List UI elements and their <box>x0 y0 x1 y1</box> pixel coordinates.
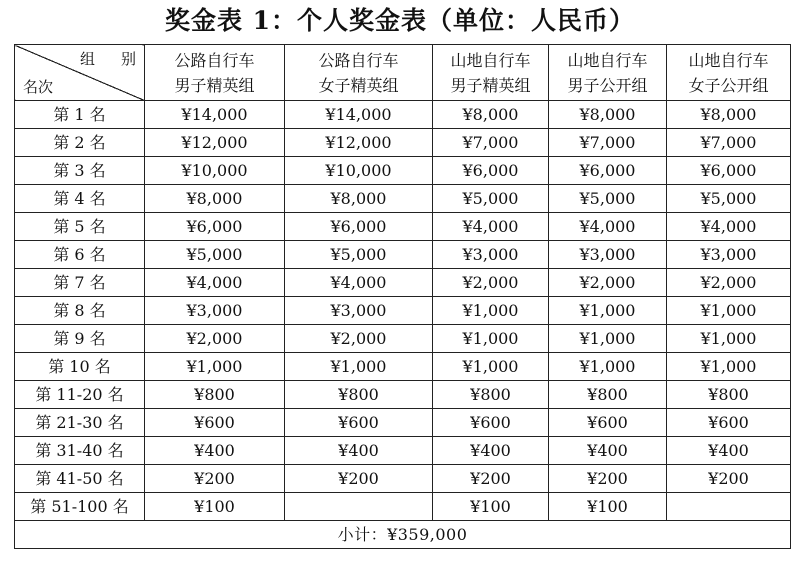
column-header-line1: 山地自行车 <box>567 50 648 70</box>
column-header-line1: 山地自行车 <box>688 50 769 70</box>
prize-cell: ¥14,000 <box>145 101 285 129</box>
page-title: 奖金表 1：个人奖金表（单位：人民币） <box>164 6 636 35</box>
rank-cell: 第 51-100 名 <box>15 493 145 521</box>
prize-cell: ¥14,000 <box>285 101 433 129</box>
column-header-mtb-men-open <box>549 45 667 101</box>
prize-cell: ¥200 <box>667 465 791 493</box>
column-header-line1: 公路自行车 <box>174 50 255 70</box>
prize-cell: ¥4,000 <box>433 213 549 241</box>
prize-cell: ¥3,000 <box>285 297 433 325</box>
prize-cell: ¥600 <box>549 409 667 437</box>
rank-cell: 第 6 名 <box>15 241 145 269</box>
prize-cell: ¥200 <box>433 465 549 493</box>
prize-cell: ¥3,000 <box>549 241 667 269</box>
table-row <box>15 297 791 325</box>
prize-table <box>14 44 791 549</box>
prize-cell: ¥8,000 <box>145 185 285 213</box>
prize-cell: ¥800 <box>667 381 791 409</box>
prize-cell: ¥1,000 <box>433 353 549 381</box>
prize-cell: ¥600 <box>145 409 285 437</box>
prize-cell: ¥3,000 <box>145 297 285 325</box>
prize-cell: ¥100 <box>145 493 285 521</box>
prize-cell: ¥6,000 <box>549 157 667 185</box>
prize-cell: ¥4,000 <box>549 213 667 241</box>
prize-cell: ¥100 <box>549 493 667 521</box>
prize-cell: ¥1,000 <box>549 353 667 381</box>
column-header-line1: 公路自行车 <box>318 50 399 70</box>
prize-cell: ¥4,000 <box>667 213 791 241</box>
prize-cell: ¥10,000 <box>285 157 433 185</box>
rank-cell: 第 11-20 名 <box>15 381 145 409</box>
table-row <box>15 381 791 409</box>
header-row <box>15 45 791 101</box>
header-corner-cell <box>15 45 162 101</box>
prize-cell <box>285 493 433 521</box>
prize-cell: ¥1,000 <box>433 325 549 353</box>
column-header-line1: 山地自行车 <box>450 50 531 70</box>
column-header-mtb-women-open <box>667 45 791 101</box>
prize-cell: ¥7,000 <box>549 129 667 157</box>
rank-cell: 第 41-50 名 <box>15 465 145 493</box>
table-row <box>15 185 791 213</box>
column-header-line2: 女子精英组 <box>318 75 399 95</box>
prize-cell: ¥200 <box>145 465 285 493</box>
prize-cell: ¥200 <box>285 465 433 493</box>
prize-cell: ¥1,000 <box>549 297 667 325</box>
table-header <box>15 45 791 101</box>
corner-group-label: 组别 <box>79 50 162 68</box>
prize-cell: ¥1,000 <box>285 353 433 381</box>
total-row <box>15 521 791 549</box>
rank-cell: 第 8 名 <box>15 297 145 325</box>
prize-cell: ¥2,000 <box>145 325 285 353</box>
prize-cell: ¥6,000 <box>433 157 549 185</box>
table-row <box>15 269 791 297</box>
prize-cell: ¥1,000 <box>667 325 791 353</box>
prize-cell: ¥600 <box>667 409 791 437</box>
table-row <box>15 213 791 241</box>
prize-cell: ¥600 <box>433 409 549 437</box>
rank-cell: 第 2 名 <box>15 129 145 157</box>
prize-cell: ¥800 <box>433 381 549 409</box>
column-header-road-women-elite <box>285 45 433 101</box>
prize-cell <box>667 493 791 521</box>
prize-cell: ¥7,000 <box>433 129 549 157</box>
rank-cell: 第 9 名 <box>15 325 145 353</box>
table-row <box>15 437 791 465</box>
table-row <box>15 409 791 437</box>
rank-cell: 第 10 名 <box>15 353 145 381</box>
table-row <box>15 157 791 185</box>
prize-cell: ¥400 <box>667 437 791 465</box>
prize-cell: ¥6,000 <box>285 213 433 241</box>
prize-cell: ¥2,000 <box>549 269 667 297</box>
prize-cell: ¥1,000 <box>433 297 549 325</box>
table-row <box>15 353 791 381</box>
rank-cell: 第 5 名 <box>15 213 145 241</box>
prize-cell: ¥6,000 <box>667 157 791 185</box>
rank-cell: 第 7 名 <box>15 269 145 297</box>
prize-cell: ¥400 <box>433 437 549 465</box>
prize-cell: ¥12,000 <box>285 129 433 157</box>
prize-cell: ¥800 <box>285 381 433 409</box>
table-body <box>15 101 791 521</box>
table-footer <box>15 521 791 549</box>
prize-cell: ¥5,000 <box>549 185 667 213</box>
prize-cell: ¥800 <box>145 381 285 409</box>
prize-cell: ¥1,000 <box>667 297 791 325</box>
rank-cell: 第 1 名 <box>15 101 145 129</box>
prize-cell: ¥2,000 <box>667 269 791 297</box>
prize-cell: ¥200 <box>549 465 667 493</box>
prize-cell: ¥100 <box>433 493 549 521</box>
prize-cell: ¥6,000 <box>145 213 285 241</box>
prize-cell: ¥2,000 <box>433 269 549 297</box>
prize-cell: ¥8,000 <box>285 185 433 213</box>
table-row <box>15 465 791 493</box>
column-header-line2: 女子公开组 <box>688 75 769 95</box>
prize-cell: ¥5,000 <box>667 185 791 213</box>
table-row <box>15 241 791 269</box>
table-row <box>15 493 791 521</box>
column-header-line2: 男子精英组 <box>450 75 531 95</box>
prize-cell: ¥3,000 <box>433 241 549 269</box>
prize-cell: ¥8,000 <box>433 101 549 129</box>
prize-cell: ¥12,000 <box>145 129 285 157</box>
prize-cell: ¥10,000 <box>145 157 285 185</box>
prize-cell: ¥8,000 <box>549 101 667 129</box>
prize-cell: ¥800 <box>549 381 667 409</box>
column-header-mtb-men-elite <box>433 45 549 101</box>
table-row <box>15 129 791 157</box>
column-header-road-men-elite <box>145 45 285 101</box>
prize-cell: ¥8,000 <box>667 101 791 129</box>
prize-cell: ¥5,000 <box>285 241 433 269</box>
prize-cell: ¥5,000 <box>145 241 285 269</box>
table-row <box>15 325 791 353</box>
prize-cell: ¥4,000 <box>145 269 285 297</box>
prize-cell: ¥4,000 <box>285 269 433 297</box>
prize-cell: ¥600 <box>285 409 433 437</box>
rank-cell: 第 3 名 <box>15 157 145 185</box>
table-row <box>15 101 791 129</box>
rank-cell: 第 4 名 <box>15 185 145 213</box>
column-header-line2: 男子公开组 <box>567 75 648 95</box>
prize-cell: ¥3,000 <box>667 241 791 269</box>
prize-cell: ¥1,000 <box>145 353 285 381</box>
column-header-line2: 男子精英组 <box>174 75 255 95</box>
corner-rank-label: 名次 <box>23 78 54 96</box>
prize-cell: ¥400 <box>285 437 433 465</box>
prize-cell: ¥400 <box>145 437 285 465</box>
prize-cell: ¥2,000 <box>285 325 433 353</box>
rank-cell: 第 31-40 名 <box>15 437 145 465</box>
prize-cell: ¥400 <box>549 437 667 465</box>
prize-cell: ¥1,000 <box>667 353 791 381</box>
prize-cell: ¥1,000 <box>549 325 667 353</box>
prize-cell: ¥5,000 <box>433 185 549 213</box>
prize-cell: ¥7,000 <box>667 129 791 157</box>
total-cell: 小计：¥359,000 <box>15 521 791 549</box>
rank-cell: 第 21-30 名 <box>15 409 145 437</box>
